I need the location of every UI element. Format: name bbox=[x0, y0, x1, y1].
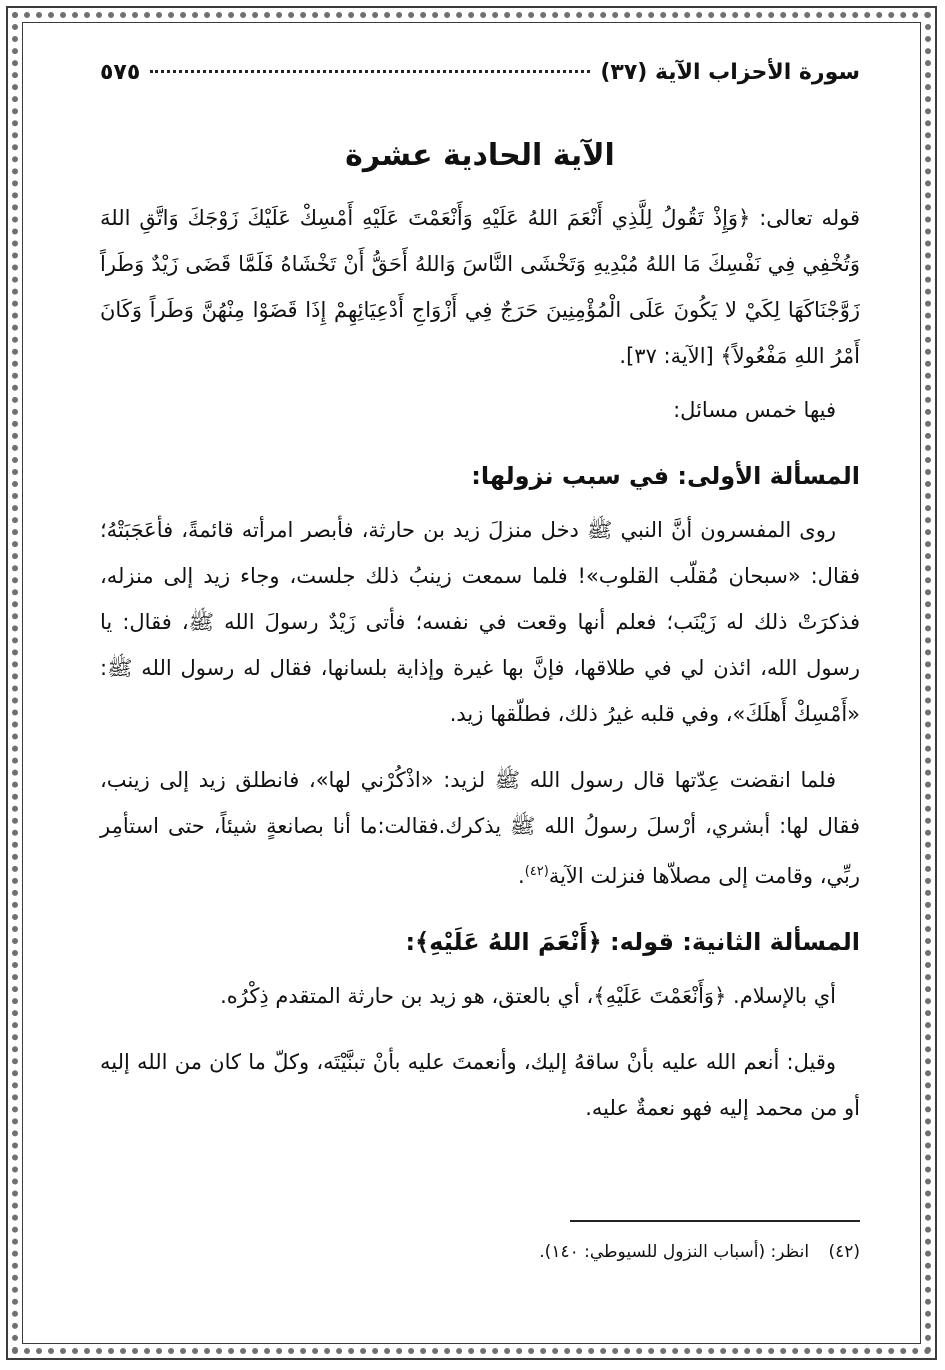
page-number: ٥٧٥ bbox=[100, 60, 141, 85]
running-header bbox=[100, 60, 860, 102]
footnote-text: انظر: (أسباب النزول للسيوطي: ١٤٠). bbox=[539, 1242, 810, 1262]
section-heading-1: المسألة الأولى: في سبب نزولها: bbox=[471, 462, 860, 490]
verse-paragraph: قوله تعالى: ﴿وَإِذْ تَقُولُ لِلَّذِي أَنْعَمَ اللهُ عَلَيْهِ وَأَنْعَمْتَ عَلَيْهِ أَمْسِكْ عَلَيْكَ زَوْجَكَ وَاتَّقِ اللهَ وَتُخْفِي فِي نَفْسِكَ مَا اللهُ مُبْدِيهِ وَتَخْشَى النَّاسَ وَاللهُ أَحَقُّ أَنْ تَخْشَاهُ فَلَمَّا قَضَى زَيْدٌ وَطَراً زَوَّجْنَاكَهَا لِكَيْ لا يَكُونَ عَلَى الْمُؤْمِنِينَ حَرَجٌ فِي أَزْوَاجِ أَدْعِيَائِهِمْ إِذَا قَضَوْا مِنْهُنَّ وَطَراً وَكَانَ أَمْرُ اللهِ مَفْعُولاً﴾ [الآية: ٣٧]. bbox=[100, 206, 860, 368]
section1-paragraph-1: روى المفسرون أنَّ النبي ﷺ دخل منزلَ زيد بن حارثة، فأبصر امرأته قائمةً، فأعَجَبَتْهُ؛ فقال: «سبحان مُقلّب القلوب»! فلما سمعت زينبُ ذلك جلست، وجاء زيد إلى منزله، فذكرَتْ ذلك له زَيْنَب؛ فعلم أنها وقعت في نفسه؛ فأتى زَيْدٌ رسولَ الله ﷺ، فقال: يا رسول الله، ائذن لي في طلاقها، فإنَّ بها غيرة وإذاية بلسانها، فقال له رسول الله ﷺ: «أَمْسِكْ أَهلَكَ»، وفي قلبه غيرُ ذلك، فطلّقها زيد. bbox=[100, 518, 860, 726]
footnote-number: (٤٢) bbox=[828, 1242, 860, 1262]
header-leader-dots bbox=[150, 70, 590, 73]
running-title: سورة الأحزاب الآية (٣٧) bbox=[600, 60, 860, 85]
section1-paragraph-2: فلما انقضت عِدّتها قال رسول الله ﷺ لزيد: «اذْكُرْني لها»، فانطلق زيد إلى زينب، فقال لها: أبشري، أرْسلَ رسولُ الله ﷺ يذكرك.فقالت:ما أنا بصانعةٍ شيئاً، حتى استأمِر ربِّي، وقامت إلى مصلاّها فنزلت الآية$^{(٤٢)}$. bbox=[100, 768, 860, 888]
page-title: الآية الحادية عشرة bbox=[345, 138, 615, 173]
section2-paragraph-2: وقيل: أنعم الله عليه بأنْ ساقهُ إليك، وأنعمتَ عليه بأنْ تبنَّيْتَه، وكلّ ما كان من الله إليه أو من محمد إليه فهو نعمةٌ عليه. bbox=[100, 1050, 860, 1120]
questions-intro: فيها خمس مسائل: bbox=[673, 398, 836, 422]
section2-paragraph-1: أي بالإسلام. ﴿وَأَنْعَمْتَ عَلَيْهِ﴾، أي بالعتق، هو زيد بن حارثة المتقدم ذِكْرُه. bbox=[220, 984, 836, 1008]
footnote bbox=[539, 1232, 860, 1272]
section-heading-2: المسألة الثانية: قوله: ﴿أَنْعَمَ اللهُ عَلَيْهِ﴾: bbox=[405, 928, 860, 956]
section1-paragraph-2-text: فلما انقضت عِدّتها قال رسول الله ﷺ لزيد: «اذْكُرْني لها»، فانطلق زيد إلى زينب، فقال لها: أبشري، أرْسلَ رسولُ الله ﷺ يذكرك.فقالت:ما أنا بصانعةٍ شيئاً، حتى استأمِر ربِّي، وقامت إلى مصلاّها فنزلت الآية bbox=[100, 768, 860, 888]
footnote-reference: (٤٢) bbox=[524, 864, 549, 879]
footnote-divider bbox=[570, 1220, 860, 1222]
page-content bbox=[100, 60, 860, 1262]
